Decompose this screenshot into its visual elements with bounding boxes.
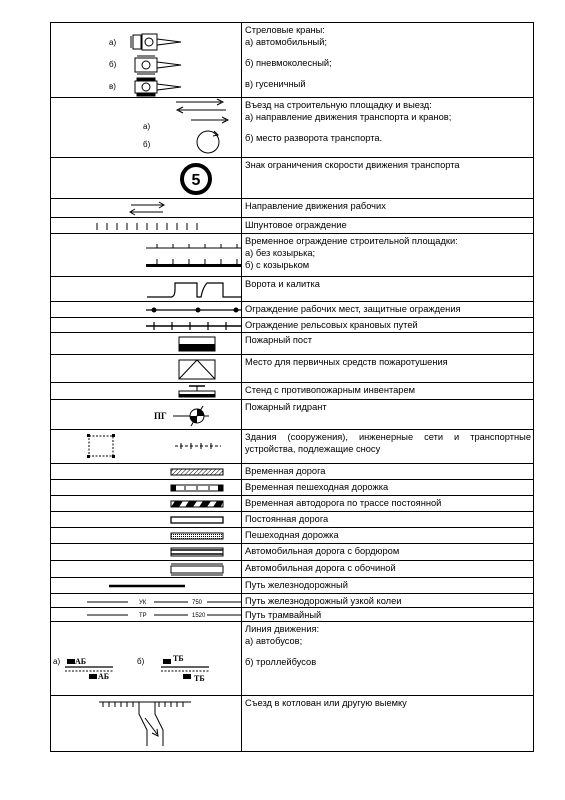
text-line: Временное ограждение строительной площадки: [245,236,458,246]
table-row [51,333,534,355]
narrow-gauge-icon [51,594,241,608]
label-a: а) [53,657,61,666]
text-line: а) автобусов; [245,636,303,646]
symbol-tram [51,608,242,622]
desc-workplace-fence [242,302,534,318]
symbol-entrance [51,98,242,158]
label-a: а) [109,38,117,47]
text-line: Постоянная дорога [245,514,329,524]
text-line: Знак ограничения скорости движения транспорта [245,160,460,170]
table-row [51,496,534,512]
text-line: Направление движения рабочих [245,201,386,211]
sheetpile-icon [51,218,241,234]
table-row [51,400,534,430]
temporary-walkway-icon [51,480,241,496]
desc-temp-road [242,464,534,480]
symbol-demolition [51,430,242,464]
hydrant-label: ПГ [154,411,167,421]
table-row [51,218,534,234]
text-line: Въезд на строительную площадку и выезд: [245,100,432,110]
shoulder-road-icon [51,561,241,578]
symbol-workers [51,199,242,218]
table-row [51,528,534,544]
desc-walkway [242,528,534,544]
label-b: б) [143,140,151,149]
symbol-perm-road [51,512,242,528]
desc-pit-ramp [242,696,534,752]
crane-crawler-icon [135,78,181,96]
symbol-sheetpile [51,218,242,234]
desc-hydrant [242,400,534,430]
symbol-fence [51,234,242,277]
demolition-icon [51,430,241,464]
text-line: Место для первичных средств пожаротушения [245,357,448,367]
desc-entrance [242,98,534,158]
table-row [51,561,534,578]
symbol-hydrant [51,400,242,430]
symbol-fire-stand [51,383,242,400]
text-line: а) направление движения транспорта и кранов; [245,112,452,122]
text-line: б) место разворота транспорта. [245,133,383,143]
fire-hydrant-icon [51,400,241,430]
desc-transit-lines [242,622,534,696]
symbol-curb-road [51,544,242,561]
desc-fence [242,234,534,277]
symbol-temp-highway [51,496,242,512]
text-line: Пожарный пост [245,335,313,345]
pit-ramp-icon [51,696,241,752]
fire-extinguishing-place-icon [51,355,241,383]
desc-tram [242,608,534,622]
desc-fire-means [242,355,534,383]
table-row [51,318,534,333]
table-row [51,158,534,199]
bus-code-2: АБ [98,672,110,681]
desc-narrow-gauge [242,594,534,608]
table-row [51,544,534,561]
fire-post-icon [51,333,241,355]
text-line: Линия движения: [245,624,320,634]
symbol-pit-ramp [51,696,242,752]
bus-code: АБ [75,657,87,666]
speed-value: 5 [191,172,201,189]
desc-temp-walkway [242,480,534,496]
table-row [51,608,534,622]
temporary-fence-icon [51,234,241,277]
symbol-railway [51,578,242,594]
text-line: Путь трамвайный [245,610,322,620]
symbol-rail-fence [51,318,242,333]
temporary-road-icon [51,464,241,480]
code-label: ТР [139,613,147,619]
tram-icon [51,608,241,621]
text-line: Путь железнодорожный [245,580,348,590]
workplace-fence-icon [51,302,241,318]
traffic-direction-icon [176,99,228,153]
table-row [51,383,534,400]
text-line: Ограждение рельсовых крановых путей [245,320,418,330]
label-b: б) [109,60,117,69]
symbol-temp-walkway [51,480,242,496]
text-line: а) без козырька; [245,248,316,258]
symbol-shoulder-road [51,561,242,578]
text-line: Путь железнодорожный узкой колеи [245,596,402,606]
text-line: Пешеходная дорожка [245,530,339,540]
text-line: Съезд в котлован или другую выемку [245,698,407,708]
permanent-road-icon [51,512,241,528]
text-line: Пожарный гидрант [245,402,327,412]
code-label: УК [139,600,147,606]
text-line: Временная автодорога по трассе постоянной [245,498,442,508]
table-row [51,355,534,383]
desc-perm-road [242,512,534,528]
text-line: в) гусеничный [245,79,306,89]
text-line: Стреловые краны: [245,25,325,35]
legend-table [50,22,534,752]
desc-demolition [242,430,534,464]
crane-pneumatic-icon [135,56,181,74]
table-row [51,23,534,98]
table-row [51,622,534,696]
text-line: б) с козырьком [245,260,310,270]
table-row [51,578,534,594]
text-line: Автомобильная дорога с бордюром [245,546,400,556]
desc-sheetpile [242,218,534,234]
text-line: б) троллейбусов [245,657,317,667]
symbol-speed-sign [51,158,242,199]
table-row [51,464,534,480]
trolleybus-code-2: ТБ [194,674,205,683]
table-row [51,98,534,158]
table-row [51,696,534,752]
desc-shoulder-road [242,561,534,578]
railway-icon [51,578,241,594]
desc-gates [242,277,534,302]
text-line: Здания (сооружения), инженерные сети и транспортные устройства, подлежащие сносу [245,432,531,454]
table-row [51,199,534,218]
text-line: а) автомобильный; [245,37,328,47]
table-row [51,430,534,464]
desc-workers [242,199,534,218]
label-a: а) [143,122,151,131]
symbol-fire-post [51,333,242,355]
symbol-walkway [51,528,242,544]
gauge-label: 750 [192,600,203,606]
transit-lines-icon [51,622,241,696]
desc-temp-highway [242,496,534,512]
workers-direction-icon [51,199,241,218]
desc-curb-road [242,544,534,561]
fire-stand-icon [51,383,241,400]
curb-road-icon [51,544,241,561]
speed-sign-icon [51,158,241,199]
symbol-workplace-fence [51,302,242,318]
desc-fire-post [242,333,534,355]
symbol-narrow-gauge [51,594,242,608]
crane-auto-icon [131,34,181,50]
text-line: б) пневмоколесный; [245,58,332,68]
table-row [51,277,534,302]
entrance-symbols [51,98,241,158]
desc-rail-fence [242,318,534,333]
symbol-temp-road [51,464,242,480]
table-row [51,234,534,277]
symbol-transit-lines [51,622,242,696]
desc-cranes [242,23,534,98]
table-row [51,302,534,318]
temporary-highway-icon [51,496,241,512]
symbol-cranes [51,23,242,98]
text-line: Ограждение рабочих мест, защитные ограждения [245,304,461,314]
text-line: Автомобильная дорога с обочиной [245,563,396,573]
text-line: Ворота и калитка [245,279,320,289]
text-line: Временная пешеходная дорожка [245,482,389,492]
desc-fire-stand [242,383,534,400]
trolleybus-code: ТБ [173,654,184,663]
gauge-label: 1520 [192,613,206,619]
desc-speed [242,158,534,199]
desc-railway [242,578,534,594]
walkway-icon [51,528,241,544]
table-row [51,512,534,528]
text-line: Временная дорога [245,466,326,476]
table-row [51,480,534,496]
symbol-fire-means [51,355,242,383]
label-b: б) [137,657,145,666]
rail-fence-icon [51,318,241,333]
text-line: Стенд с противопожарным инвентарем [245,385,416,395]
gates-icon [51,277,241,302]
table-row [51,594,534,608]
symbol-gates [51,277,242,302]
crane-symbols [51,23,241,98]
text-line: Шпунтовое ограждение [245,220,347,230]
label-c: в) [109,82,116,91]
